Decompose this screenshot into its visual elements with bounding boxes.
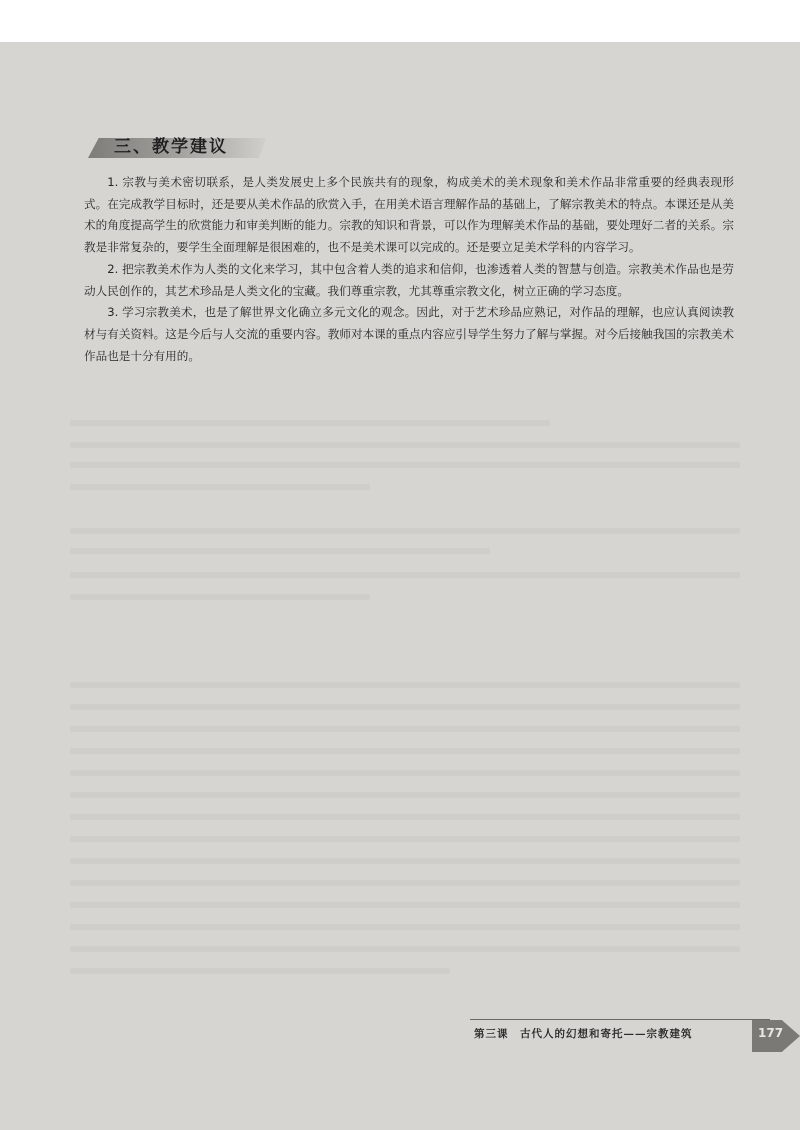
bleed-through [70, 572, 740, 578]
bleed-through [70, 748, 740, 754]
bleed-through [70, 880, 740, 886]
bleed-through [70, 420, 550, 426]
section-title: 三、教学建议 [114, 137, 228, 157]
bleed-through [70, 770, 740, 776]
page-number: 177 [758, 1026, 784, 1040]
bleed-through [70, 484, 370, 490]
bleed-through [70, 814, 740, 820]
paragraph-2: 2. 把宗教美术作为人类的文化来学习，其中包含着人类的追求和信仰，也渗透着人类的智慧与创造。宗教美术作品也是劳动人民创作的，其艺术珍品是人类文化的宝藏。我们尊重宗教，尤其尊重宗教文化，树立正确的学习态度。 [84, 261, 734, 298]
bleed-through [70, 682, 740, 688]
bleed-through [70, 792, 740, 798]
bleed-through [70, 704, 740, 710]
bleed-through [70, 548, 490, 554]
scanned-page [0, 42, 800, 1130]
paragraph-3: 3. 学习宗教美术，也是了解世界文化确立多元文化的观念。因此，对于艺术珍品应熟记，对作品的理解，也应认真阅读教材与有关资料。这是今后与人交流的重要内容。教师对本课的重点内容应引导学生努力了解与掌握。对今后接触我国的宗教美术作品也是十分有用的。 [84, 305, 734, 363]
footer-rule [470, 1019, 770, 1020]
bleed-through [70, 528, 740, 534]
bleed-through [70, 726, 740, 732]
section-heading [88, 130, 268, 160]
bleed-through [70, 946, 740, 952]
paragraph-1: 1. 宗教与美术密切联系，是人类发展史上多个民族共有的现象，构成美术的美术现象和美术作品非常重要的经典表现形式。在完成教学目标时，还是要从美术作品的欣赏入手，在用美术语言理解作品的基础上，了解宗教美术的特点。本课还是从美术的角度提高学生的欣赏能力和审美判断的能力。宗教的知识和背景，可以作为理解美术作品的基础，要处理好二者的关系。宗教是非常复杂的，要学生全面理解是很困难的，也不是美术课可以完成的。还是要立足美术学科的内容学习。 [84, 175, 734, 255]
bleed-through [70, 924, 740, 930]
bleed-through [70, 462, 740, 468]
bleed-through [70, 442, 740, 448]
body-text [84, 172, 734, 367]
running-footer: 第三课 古代人的幻想和寄托——宗教建筑 [474, 1028, 693, 1040]
bleed-through [70, 902, 740, 908]
bleed-through [70, 836, 740, 842]
bleed-through [70, 968, 450, 974]
bleed-through [70, 594, 370, 600]
bleed-through [70, 858, 740, 864]
